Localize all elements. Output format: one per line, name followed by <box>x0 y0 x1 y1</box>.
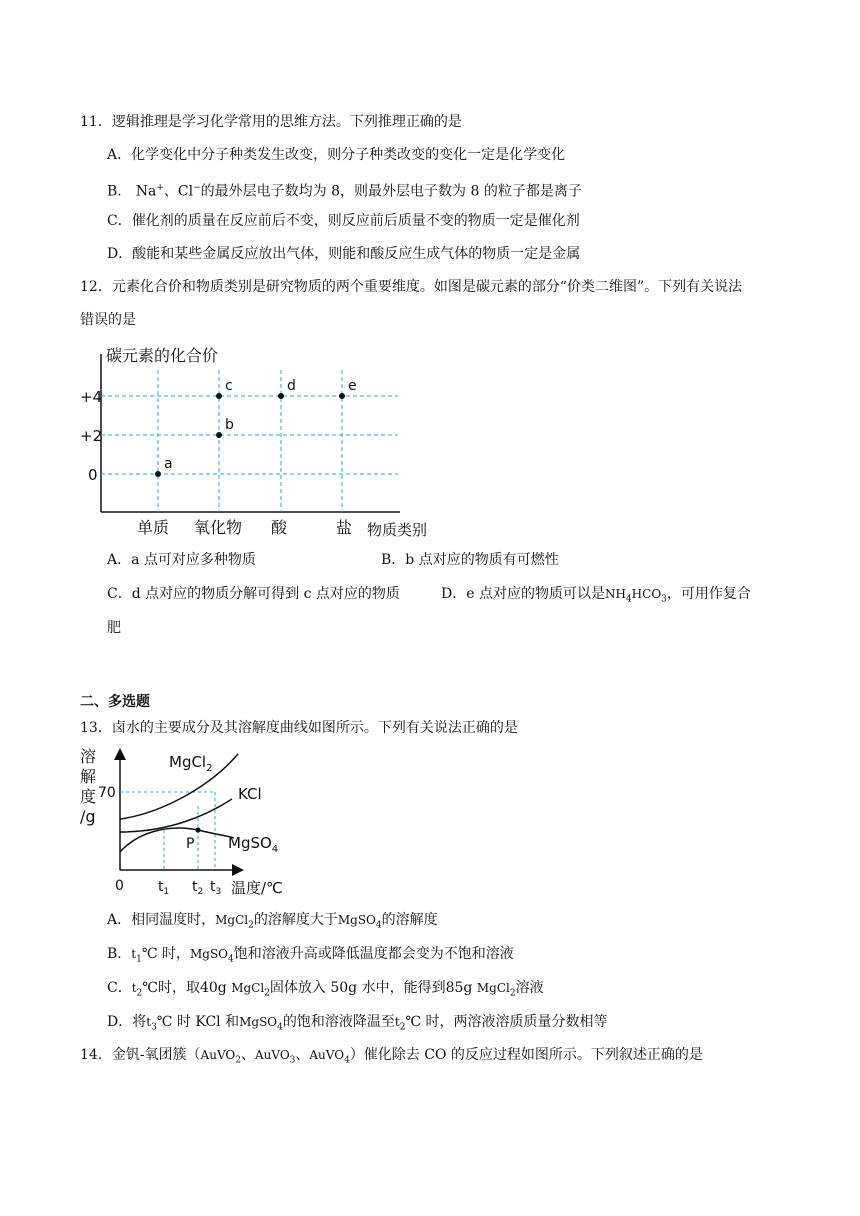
q13-stem: 13．卤水的主要成分及其溶解度曲线如图所示。下列有关说法正确的是 <box>80 720 518 736</box>
point-c-marker <box>216 393 222 399</box>
q14-stem: 14．金钒-氧团簇（AuVO$_2$、AuVO$_3$、AuVO$_4$）催化除去 CO 的反应过程如图所示。下列叙述正确的是 <box>80 1047 703 1066</box>
q11-option-c: C．催化剂的质量在反应前后不变，则反应前后质量不变的物质一定是催化剂 <box>107 213 580 229</box>
section-multiple-choice: 二、多选题 <box>80 694 150 710</box>
ytick-0: 0 <box>88 466 98 484</box>
series-kcl-label: KCl <box>238 785 262 803</box>
q13-solubility-chart <box>78 744 303 902</box>
xtick-t3: $t_3$ <box>210 879 222 897</box>
q13-option-c: C．$t_2℃$时，取40g MgCl$_2$固体放入 50g 水中，能得到85g MgCl$_2$溶液 <box>107 980 544 999</box>
q11-option-d: D．酸能和某些金属反应放出气体，则能和酸反应生成气体的物质一定是金属 <box>107 246 581 262</box>
q11-stem: 11．逻辑推理是学习化学常用的思维方法。下列推理正确的是 <box>80 114 462 130</box>
point-d-label: d <box>287 378 296 394</box>
q12-option-d: D．e 点对应的物质可以是$NH_4HCO_3$，可用作复合 <box>441 586 751 605</box>
q12-stem-line2: 错误的是 <box>80 312 136 328</box>
xtick-t2: $t_2$ <box>192 879 204 897</box>
point-b-marker <box>216 432 222 438</box>
ylabel-char-4: /g <box>80 807 96 826</box>
ytick-70: 70 <box>98 785 116 801</box>
q11-option-a: A．化学变化中分子种类发生改变，则分子种类改变的变化一定是化学变化 <box>107 147 566 163</box>
point-d-marker <box>278 393 284 399</box>
ytick-plus4: +4 <box>80 388 103 406</box>
q12-option-a: A．a 点可对应多种物质 <box>107 552 256 568</box>
point-b-label: b <box>225 417 234 433</box>
xcat-acid: 酸 <box>271 518 288 537</box>
q12-option-d-cont: 肥 <box>107 620 121 636</box>
q13-option-d: D．将$t_3℃$ 时 KCl 和MgSO$_4$的饱和溶液降温至$t_2℃$ 时，两溶液溶质质量分数相等 <box>107 1014 608 1033</box>
origin-label: 0 <box>115 878 124 894</box>
q12-valence-chart <box>80 340 450 540</box>
xtick-t1: $t_1$ <box>158 879 170 897</box>
ytick-plus2: +2 <box>80 427 103 445</box>
ylabel-char-3: 度 <box>80 787 97 806</box>
ylabel-char-1: 溶 <box>80 747 97 766</box>
q12-ylabel: 碳元素的化合价 <box>106 346 219 365</box>
q12-option-c: C．d 点对应的物质分解可得到 c 点对应的物质 <box>107 586 400 602</box>
q13-option-b: B．$t_1℃$ 时，MgSO$_4$饱和溶液升高或降低温度都会变为不饱和溶液 <box>107 946 514 965</box>
point-p-marker <box>195 827 200 832</box>
xcat-element: 单质 <box>137 518 170 537</box>
q13-xlabel: 温度/℃ <box>231 879 283 897</box>
point-c-label: c <box>225 378 233 394</box>
point-p-label: P <box>186 836 195 852</box>
series-mgcl2-label: MgCl$_2$ <box>169 753 213 774</box>
xcat-oxide: 氧化物 <box>194 518 243 537</box>
q12-stem-line1: 12．元素化合价和物质类别是研究物质的两个重要维度。如图是碳元素的部分“价类二维图”。下列有关说法 <box>80 279 743 295</box>
point-e-marker <box>339 393 345 399</box>
q13-option-a: A．相同温度时，MgCl$_2$的溶解度大于MgSO$_4$的溶解度 <box>107 912 438 931</box>
xcat-salt: 盐 <box>336 518 353 537</box>
series-mgso4-label: MgSO$_4$ <box>228 834 279 855</box>
q12-option-b: B．b 点对应的物质有可燃性 <box>381 552 559 568</box>
point-a-marker <box>155 471 161 477</box>
point-a-label: a <box>164 456 173 472</box>
point-e-label: e <box>348 378 357 394</box>
ylabel-char-2: 解 <box>80 767 97 786</box>
q12-xlabel: 物质类别 <box>367 521 428 539</box>
q11-option-b: B． Na+、Cl−的最外层电子数均为 8，则最外层电子数为 8 的粒子都是离子 <box>107 183 582 200</box>
